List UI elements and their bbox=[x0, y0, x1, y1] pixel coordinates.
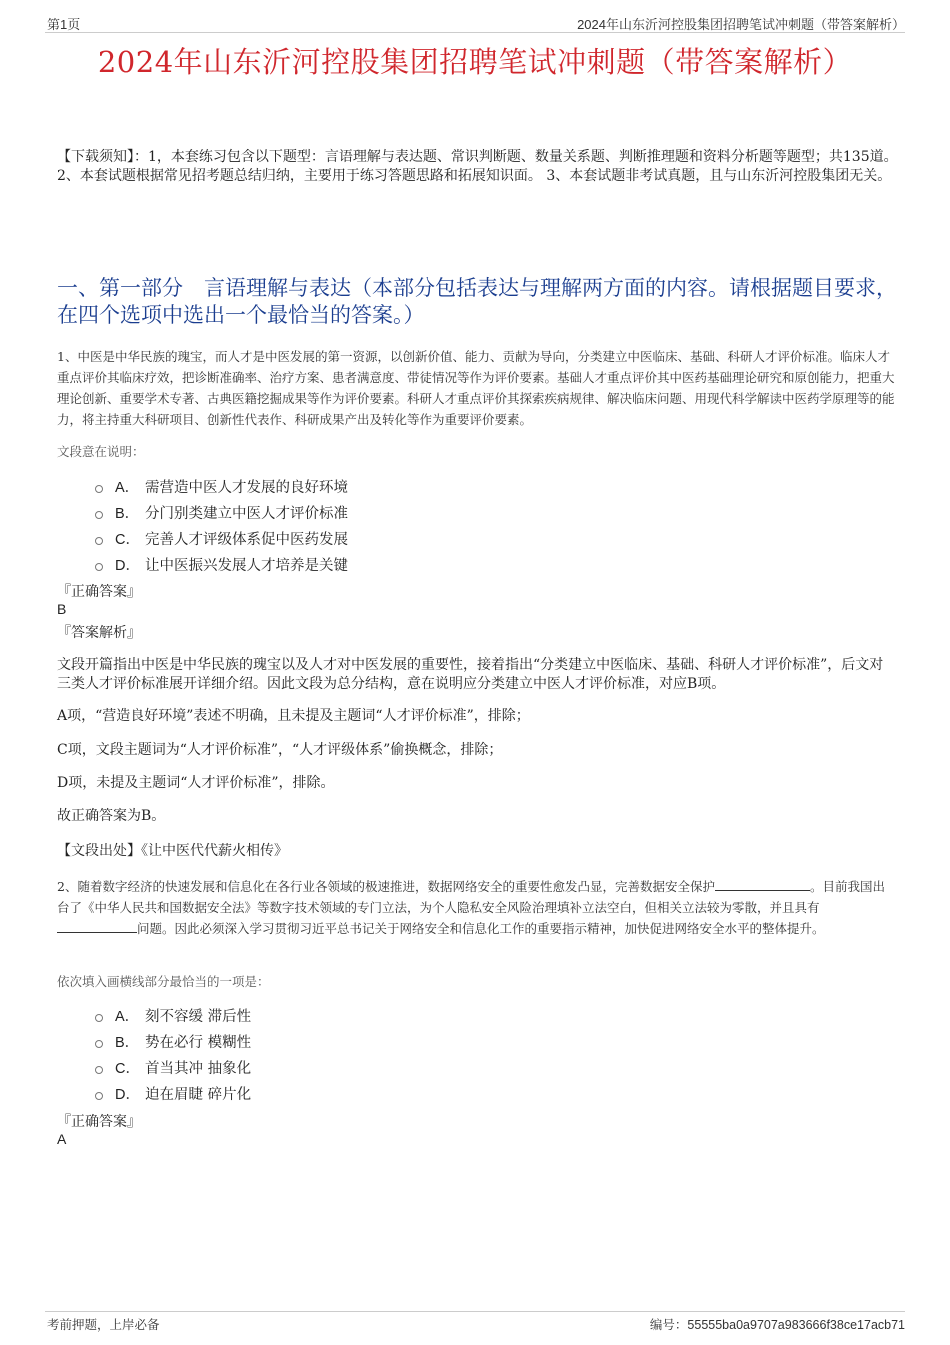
question-1-option-c[interactable]: C． 完善人才评级体系促中医药发展 bbox=[95, 525, 348, 551]
question-1-prompt: 文段意在说明： bbox=[57, 444, 145, 459]
question-2-answer-label: 『正确答案』 bbox=[57, 1114, 141, 1130]
page-header bbox=[45, 14, 905, 33]
document-title: 2024年山东沂河控股集团招聘笔试冲刺题（带答案解析） bbox=[97, 45, 853, 79]
fill-blank bbox=[715, 890, 810, 891]
question-1-stem: 1、中医是中华民族的瑰宝，而人才是中医发展的第一资源，以创新价值、能力、贡献为导向，分类建立中医临床、基础、科研人才评价标准。临床人才重点评价其临床疗效，把诊断准确率、治疗方案、患者满意度、带徒情况等作为评价要素。基础人才重点评价其中医药基础理论研究和原创能力，把重大理论创新、重要学术专著、古典医籍挖掘成果等作为评价要素。科研人才重点评价其探索疾病规律、解决临床问题、用现代科学解读中医药学原理等的能力，将主持重大科研项目、创新性代表作、科研成果产出及转化等作为重要评价要素。 bbox=[57, 349, 895, 427]
radio-icon[interactable] bbox=[95, 511, 103, 519]
question-1-option-d[interactable]: D． 让中医振兴发展人才培养是关键 bbox=[95, 551, 348, 577]
question-2-stem: 2、随着数字经济的快速发展和信息化在各行业各领域的极速推进，数据网络安全的重要性愈发凸显，完善数据安全保护 。目前我国出台了《中华人民共和国数据安全法》等数字技术领域的专门立法，为个人隐私安全风险治理填补立法空白，但相关立法较为零散，并且具有问题。因此必须深入学习贯彻习近平总书记关于网络安全和信息化工作的重要指示精神，加快促进网络安全水平的整体提升。 bbox=[57, 879, 885, 936]
question-1-options bbox=[95, 473, 348, 577]
fill-blank bbox=[57, 932, 137, 933]
page-footer bbox=[45, 1311, 905, 1332]
question-1-source: 【文段出处】《让中医代代薪火相传》 bbox=[57, 843, 288, 859]
radio-icon[interactable] bbox=[95, 1092, 103, 1100]
question-1-analysis-para: A项，“营造良好环境”表述不明确，且未提及主题词“人才评价标准”，排除； bbox=[57, 708, 530, 724]
question-1-analysis-para: 文段开篇指出中医是中华民族的瑰宝以及人才对中医发展的重要性，接着指出“分类建立中医临床、基础、科研人才评价标准”，后文对三类人才评价标准展开详细介绍。因此文段为总分结构，意在说明应分类建立中医人才评价标准，对应B项。 bbox=[57, 657, 884, 692]
question-1-answer: B bbox=[57, 601, 67, 617]
question-2-option-b[interactable]: B． 势在必行 模糊性 bbox=[95, 1028, 251, 1054]
header-doc-title: 2024年山东沂河控股集团招聘笔试冲刺题（带答案解析） bbox=[577, 17, 905, 32]
question-1-option-a[interactable]: A． 需营造中医人才发展的良好环境 bbox=[95, 473, 348, 499]
radio-icon[interactable] bbox=[95, 563, 103, 571]
section-title: 一、第一部分 言语理解与表达（本部分包括表达与理解两方面的内容。请根据题目要求，在四个选项中选出一个最恰当的答案。） bbox=[57, 276, 897, 327]
question-1-answer-label: 『正确答案』 bbox=[57, 584, 141, 600]
footer-code: 编号：55555ba0a9707a983666f38ce17acb71 bbox=[649, 1317, 905, 1332]
radio-icon[interactable] bbox=[95, 1040, 103, 1048]
question-2-option-c[interactable]: C． 首当其冲 抽象化 bbox=[95, 1054, 251, 1080]
question-2-options bbox=[95, 1002, 251, 1106]
download-notice: 【下载须知】：1，本套练习包含以下题型：言语理解与表达题、常识判断题、数量关系题、判断推理题和资料分析题等题型；共135道。 2、本套试题根据常见招考题总结归纳，主要用于练习答题思路和拓展知识面。 3、本套试题非考试真题，且与山东沂河控股集团无关。 bbox=[57, 149, 898, 184]
radio-icon[interactable] bbox=[95, 1014, 103, 1022]
question-2-option-a[interactable]: A． 刻不容缓 滞后性 bbox=[95, 1002, 251, 1028]
radio-icon[interactable] bbox=[95, 485, 103, 493]
question-1-analysis-para: 故正确答案为B。 bbox=[57, 808, 166, 824]
question-2-prompt: 依次填入画横线部分最恰当的一项是： bbox=[57, 974, 270, 989]
radio-icon[interactable] bbox=[95, 537, 103, 545]
question-1-analysis-para: C项，文段主题词为“人才评价标准”，“人才评级体系”偷换概念，排除； bbox=[57, 742, 503, 758]
page-number: 第1页 bbox=[47, 17, 81, 32]
radio-icon[interactable] bbox=[95, 1066, 103, 1074]
question-1-analysis-label: 『答案解析』 bbox=[57, 625, 141, 641]
question-1-analysis-para: D项，未提及主题词“人才评价标准”，排除。 bbox=[57, 775, 335, 791]
footer-slogan: 考前押题，上岸必备 bbox=[47, 1317, 160, 1332]
question-1-option-b[interactable]: B． 分门别类建立中医人才评价标准 bbox=[95, 499, 348, 525]
question-2-option-d[interactable]: D． 迫在眉睫 碎片化 bbox=[95, 1080, 251, 1106]
question-2-answer: A bbox=[57, 1131, 67, 1147]
